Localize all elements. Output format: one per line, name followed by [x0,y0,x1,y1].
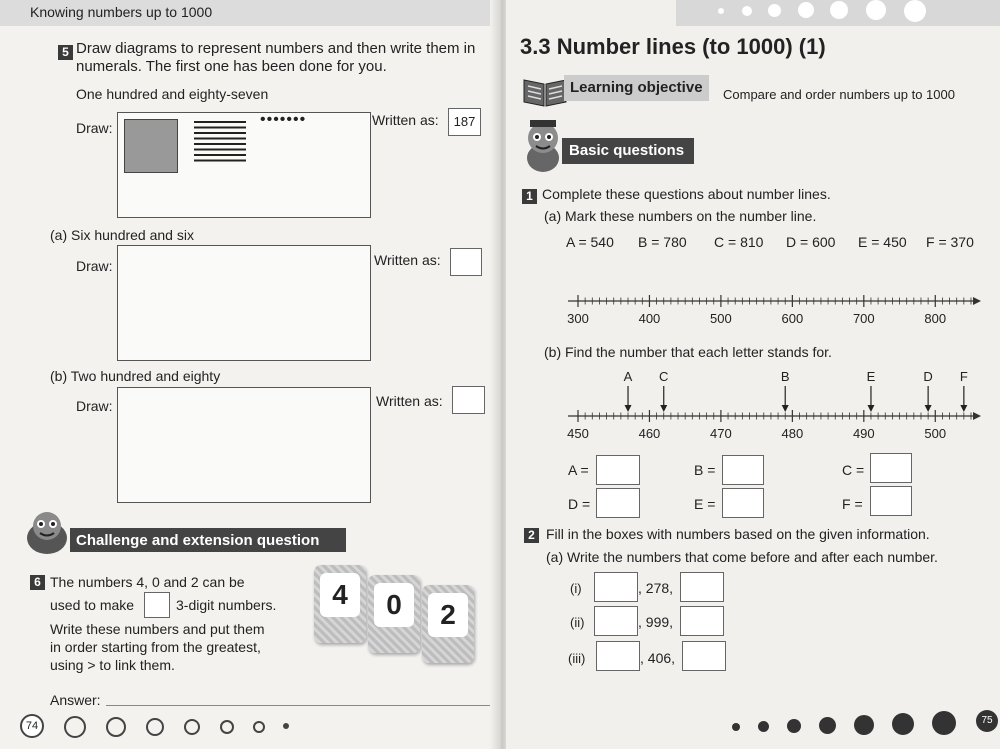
deco-ring [184,719,200,735]
q6-line-4: in order starting from the greatest, [50,639,261,655]
after-box-iii[interactable] [682,641,726,671]
marker-arrowhead-E [867,405,874,412]
left-page [0,0,496,749]
number-line-1[interactable] [566,285,986,335]
value-B: B = 780 [638,234,687,250]
value-A: A = 540 [566,234,614,250]
answer-label-D: D = [568,496,591,512]
question-5-badge: 5 [58,45,73,60]
q6-line-1: The numbers 4, 0 and 2 can be [50,574,245,590]
answer-box-C[interactable] [870,453,912,483]
q6-line-5: using > to link them. [50,657,175,673]
number-card-4: 4 [314,565,366,643]
challenge-banner: Challenge and extension question [70,528,346,552]
row-value-i: , 278, [638,580,674,596]
answer-label: Answer: [50,692,101,708]
q2-text: Fill in the boxes with numbers based on the given information. [546,526,930,542]
tick-label: 300 [567,311,589,326]
right-page [506,0,1000,749]
q5-instruction-2: numerals. The first one has been done for you. [76,58,387,75]
tick-label: 400 [638,311,661,326]
answer-label-E: E = [694,496,716,512]
tick-label: 480 [781,426,804,441]
deco-ring [220,720,234,734]
tick-label: 700 [852,311,875,326]
deco-dot [892,713,914,735]
deco-dot [932,711,956,735]
written-label-b: Written as: [376,393,443,409]
answer-label-C: C = [842,462,865,478]
marker-arrowhead-C [660,405,667,412]
draw-label-example: Draw: [76,120,113,136]
q2a-text: (a) Write the numbers that come before and after each number. [546,549,938,565]
example-answer-box: 187 [448,108,481,136]
tick-label: 600 [781,311,804,326]
lesson-title: 3.3 Number lines (to 1000) (1) [520,34,826,59]
q6-line-2a: used to make [50,597,135,613]
tick-label: 500 [710,311,732,326]
deco-ring [253,721,265,733]
before-box-iii[interactable] [596,641,640,671]
draw-label-a: Draw: [76,258,113,274]
deco-dot [732,723,740,731]
tick-label: 800 [924,311,947,326]
answer-box-D[interactable] [596,488,640,518]
learning-objective-label: Learning objective [564,75,709,101]
deco-dot [904,0,926,22]
row-value-ii: , 999, [638,614,674,630]
learning-objective-text: Compare and order numbers up to 1000 [723,87,955,102]
value-C: C = 810 [714,234,764,250]
tick-label: 470 [710,426,732,441]
row-label-iii: (iii) [568,651,586,666]
deco-dot [787,719,801,733]
deco-dot [854,715,874,735]
q1a-text: (a) Mark these numbers on the number line. [544,208,817,224]
deco-dot [283,723,289,729]
page-header: Knowing numbers up to 1000 [30,4,213,20]
deco-dot [798,2,814,18]
answer-box-a[interactable] [450,248,482,276]
value-D: D = 600 [786,234,836,250]
marker-label-E: E [866,369,876,384]
tick-label: 500 [924,426,947,441]
deco-dot [758,721,769,732]
draw-label-b: Draw: [76,398,113,414]
tens-rods [194,121,246,165]
page-number-circle: 74 [20,714,44,738]
part-a-label: (a) Six hundred and six [50,227,194,243]
answer-box-F[interactable] [870,486,912,516]
q1b-text: (b) Find the number that each letter stands for. [544,344,832,360]
deco-ring [64,716,86,738]
question-2-badge: 2 [524,528,539,543]
part-b-label: (b) Two hundred and eighty [50,368,221,384]
marker-label-F: F [959,369,968,384]
basic-questions-banner: Basic questions [562,138,694,164]
q5-instruction-1: Draw diagrams to represent numbers and then write them in [76,40,476,57]
page-number-circle: 75 [976,710,998,732]
answer-box-A[interactable] [596,455,640,485]
draw-box-b[interactable] [117,387,371,503]
value-F: F = 370 [926,234,974,250]
q1-text: Complete these questions about number lines. [542,186,831,202]
marker-arrowhead-B [782,405,789,412]
marker-label-D: D [923,369,933,384]
marker-arrowhead-A [625,405,632,412]
example-label: One hundred and eighty-seven [76,86,269,102]
deco-ring [106,717,126,737]
number-line-2 [566,366,986,446]
before-box-ii[interactable] [594,606,638,636]
written-label-example: Written as: [372,112,439,128]
q6-line-3: Write these numbers and put them [50,621,265,637]
number-card-0: 0 [368,575,420,653]
tick-label: 450 [567,426,589,441]
deco-dot [866,0,886,20]
answer-box-B[interactable] [722,455,764,485]
before-box-i[interactable] [594,572,638,602]
deco-dot [819,717,836,734]
count-answer-box[interactable] [144,592,170,618]
draw-box-a[interactable] [117,245,371,361]
marker-arrowhead-D [925,405,932,412]
row-label-i: (i) [570,581,582,596]
book-icon [522,76,568,108]
deco-ring [146,718,164,736]
row-label-ii: (ii) [570,615,585,630]
deco-dot [742,6,752,16]
axis-arrow [973,297,981,305]
mascot-icon [520,118,566,174]
question-6-badge: 6 [30,575,45,590]
draw-box-example [117,112,371,218]
after-box-i[interactable] [680,572,724,602]
marker-label-B: B [780,369,790,384]
q6-line-2b: 3-digit numbers. [176,597,277,613]
answer-line[interactable] [106,705,490,706]
deco-dot [718,8,724,14]
deco-dot [830,1,848,19]
written-label-a: Written as: [374,252,441,268]
mascot-icon [24,508,70,556]
answer-label-F: F = [842,496,863,512]
tick-label: 460 [638,426,661,441]
question-1-badge: 1 [522,189,537,204]
answer-label-A: A = [568,462,589,478]
marker-arrowhead-F [960,405,967,412]
value-E: E = 450 [858,234,907,250]
marker-label-A: A [623,369,633,384]
axis-arrow [973,412,981,420]
answer-label-B: B = [694,462,716,478]
tick-label: 490 [852,426,875,441]
marker-label-C: C [659,369,669,384]
hundred-square [124,119,178,173]
number-card-2: 2 [422,585,474,663]
answer-box-b[interactable] [452,386,485,414]
row-value-iii: , 406, [640,650,676,666]
ones-dots: ••••••• [260,111,307,128]
deco-dot [768,4,781,17]
answer-box-E[interactable] [722,488,764,518]
after-box-ii[interactable] [680,606,724,636]
